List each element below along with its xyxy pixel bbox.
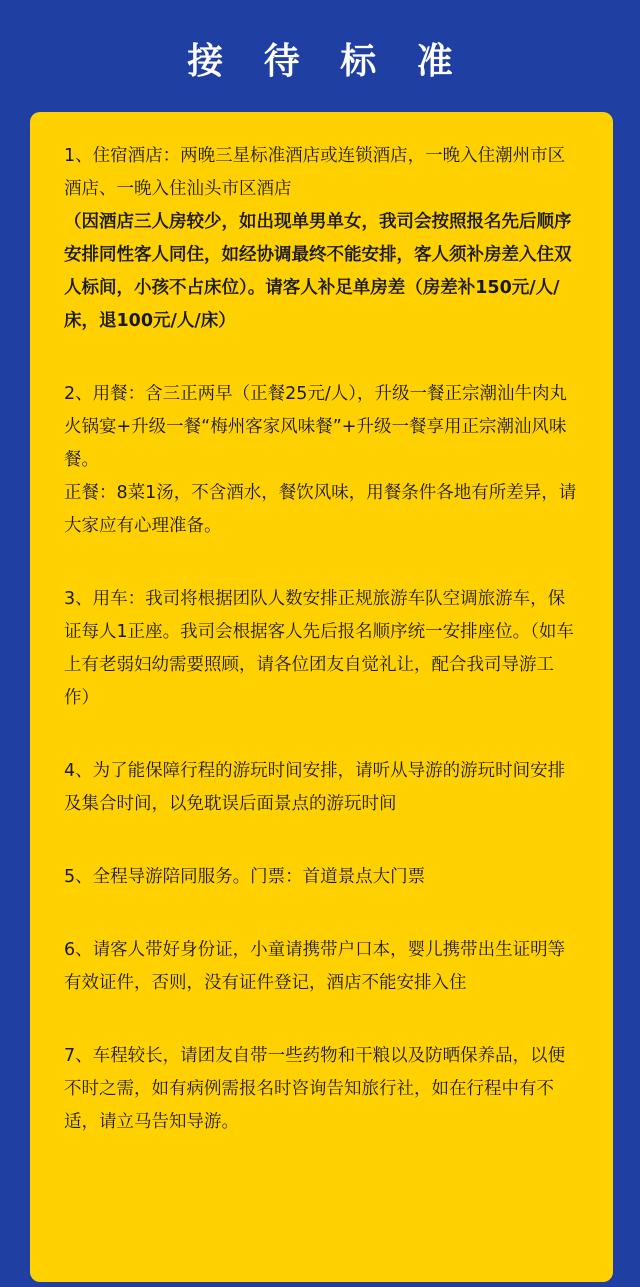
item-schedule [64, 755, 579, 821]
item-text: 1、住宿酒店：两晚三星标准酒店或连锁酒店，一晚入住潮州市区酒店、一晚入住汕头市区酒店 [64, 146, 566, 199]
item-text: 2、用餐：含三正两早（正餐25元/人），升级一餐正宗潮汕牛肉丸火锅宴+升级一餐“梅州客家风味餐”+升级一餐享用正宗潮汕风味餐。 [64, 384, 568, 470]
item-supplies [64, 1040, 579, 1139]
item-text: 4、为了能保障行程的游玩时间安排，请听从导游的游玩时间安排及集合时间，以免耽误后面景点的游玩时间 [64, 761, 566, 814]
item-meals [64, 378, 579, 543]
item-text: 7、车程较长，请团友自带一些药物和干粮以及防晒保养品，以便不时之需，如有病例需报名时咨询告知旅行社，如在行程中有不适，请立马告知导游。 [64, 1046, 566, 1132]
item-guide [64, 861, 579, 894]
page-title: 接 待 标 准 [187, 41, 467, 82]
item-accommodation [64, 140, 579, 338]
item-text: 正餐：8菜1汤，不含酒水，餐饮风味，用餐条件各地有所差异，请大家应有心理准备。 [64, 483, 577, 536]
item-text: 5、全程导游陪同服务。门票：首道景点大门票 [64, 867, 426, 887]
item-documents [64, 934, 579, 1000]
standards-card [30, 112, 613, 1282]
item-transport [64, 583, 579, 715]
item-note: （因酒店三人房较少，如出现单男单女，我司会按照报名先后顺序安排同性客人同住，如经协调最终不能安排，客人须补房差入住双人标间，小孩不占床位）。请客人补足单房差（房差补150元/人/床，退100元/人/床） [64, 212, 572, 331]
item-text: 6、请客人带好身份证，小童请携带户口本，婴儿携带出生证明等有效证件，否则，没有证件登记，酒店不能安排入住 [64, 940, 566, 993]
item-text: 3、用车：我司将根据团队人数安排正规旅游车队空调旅游车，保证每人1正座。我司会根据客人先后报名顺序统一安排座位。（如车上有老弱妇幼需要照顾，请各位团友自觉礼让，配合我司导游工作） [64, 589, 574, 708]
